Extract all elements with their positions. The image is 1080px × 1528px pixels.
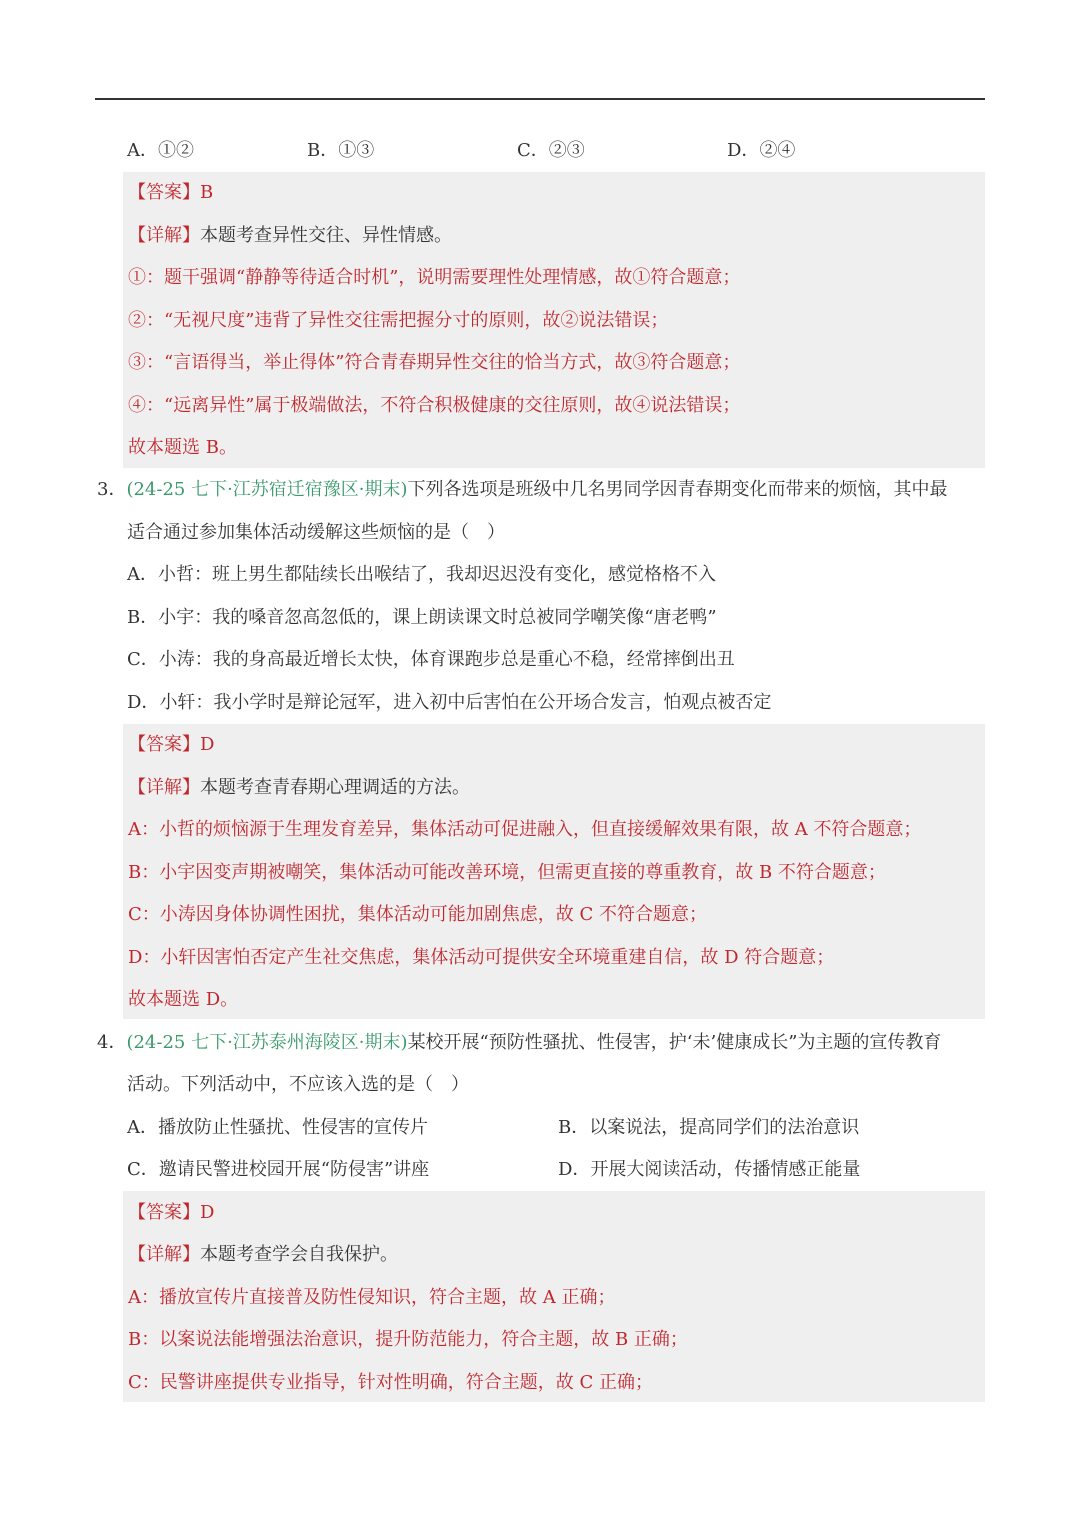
q4-option-a: A．播放防止性骚扰、性侵害的宣传片: [127, 1117, 428, 1138]
q4-source: (24-25 七下·江苏泰州海陵区·期末): [126, 1032, 408, 1053]
q3-option-d: D．小轩：我小学时是辩论冠军，进入初中后害怕在公开场合发言，怕观点被否定: [127, 692, 772, 713]
q4-explanation-a: A：播放宣传片直接普及防性侵知识，符合主题，故 A 正确；: [128, 1287, 616, 1308]
q3-stem-line-1: 3．(24-25 七下·江苏宿迁宿豫区·期末)下列各选项是班级中几名男同学因青春期变化而带来的烦恼，其中最: [97, 479, 948, 500]
q3-option-a: A．小哲：班上男生都陆续长出喉结了，我却迟迟没有变化，感觉格格不入: [127, 564, 716, 585]
q2-conclusion: 故本题选 B。: [128, 437, 237, 458]
q4-detail: 【详解】本题考查学会自我保护。: [128, 1244, 398, 1265]
q2-option-d: D．②④: [727, 140, 796, 161]
q3-conclusion: 故本题选 D。: [128, 989, 239, 1010]
q3-option-c: C．小涛：我的身高最近增长太快，体育课跑步总是重心不稳，经常摔倒出丑: [127, 649, 735, 670]
q4-option-d: D．开展大阅读活动，传播情感正能量: [558, 1159, 861, 1180]
q2-explanation-4: ④：“远离异性”属于极端做法，不符合积极健康的交往原则，故④说法错误；: [128, 395, 741, 416]
q4-stem-line-1: 4．(24-25 七下·江苏泰州海陵区·期末)某校开展“预防性骚扰、性侵害，护‘未’健康成长”为主题的宣传教育: [97, 1032, 942, 1053]
q4-explanation-c: C：民警讲座提供专业指导，针对性明确，符合主题，故 C 正确；: [128, 1372, 653, 1393]
q4-stem-line-2: 活动。下列活动中，不应该入选的是（ ）: [127, 1074, 469, 1095]
q3-explanation-d: D：小轩因害怕否定产生社交焦虑，集体活动可提供安全环境重建自信，故 D 符合题意；: [128, 947, 835, 968]
header-rule: [95, 98, 985, 100]
q2-explanation-2: ②：“无视尺度”违背了异性交往需把握分寸的原则，故②说法错误；: [128, 310, 669, 331]
q3-explanation-b: B：小宇因变声期被嘲笑，集体活动可能改善环境，但需更直接的尊重教育，故 B 不符合题意；: [128, 862, 886, 883]
q4-option-b: B．以案说法，提高同学们的法治意识: [558, 1117, 860, 1138]
q3-answer: 【答案】D: [128, 734, 215, 755]
q3-explanation-c: C：小涛因身体协调性困扰，集体活动可能加剧焦虑，故 C 不符合题意；: [128, 904, 707, 925]
q2-explanation-1: ①：题干强调“静静等待适合时机”，说明需要理性处理情感，故①符合题意；: [128, 267, 741, 288]
q2-detail: 【详解】本题考查异性交往、异性情感。: [128, 225, 452, 246]
q3-option-b: B．小宇：我的嗓音忽高忽低的，课上朗读课文时总被同学嘲笑像“唐老鸭”: [127, 607, 717, 628]
q3-detail: 【详解】本题考查青春期心理调适的方法。: [128, 777, 470, 798]
q3-stem-line-2: 适合通过参加集体活动缓解这些烦恼的是（ ）: [127, 522, 505, 543]
q2-explanation-3: ③：“言语得当，举止得体”符合青春期异性交往的恰当方式，故③符合题意；: [128, 352, 741, 373]
q4-answer: 【答案】D: [128, 1202, 215, 1223]
q4-explanation-b: B：以案说法能增强法治意识，提升防范能力，符合主题，故 B 正确；: [128, 1329, 688, 1350]
q2-answer: 【答案】B: [128, 182, 214, 203]
q3-explanation-a: A：小哲的烦恼源于生理发育差异，集体活动可促进融入，但直接缓解效果有限，故 A 不符合题意；: [128, 819, 922, 840]
q4-option-c: C．邀请民警进校园开展“防侵害”讲座: [127, 1159, 430, 1180]
q2-option-c: C．②③: [517, 140, 585, 161]
q3-source: (24-25 七下·江苏宿迁宿豫区·期末): [126, 479, 408, 500]
q2-option-a: A．①②: [127, 140, 194, 161]
q2-option-b: B．①③: [307, 140, 375, 161]
